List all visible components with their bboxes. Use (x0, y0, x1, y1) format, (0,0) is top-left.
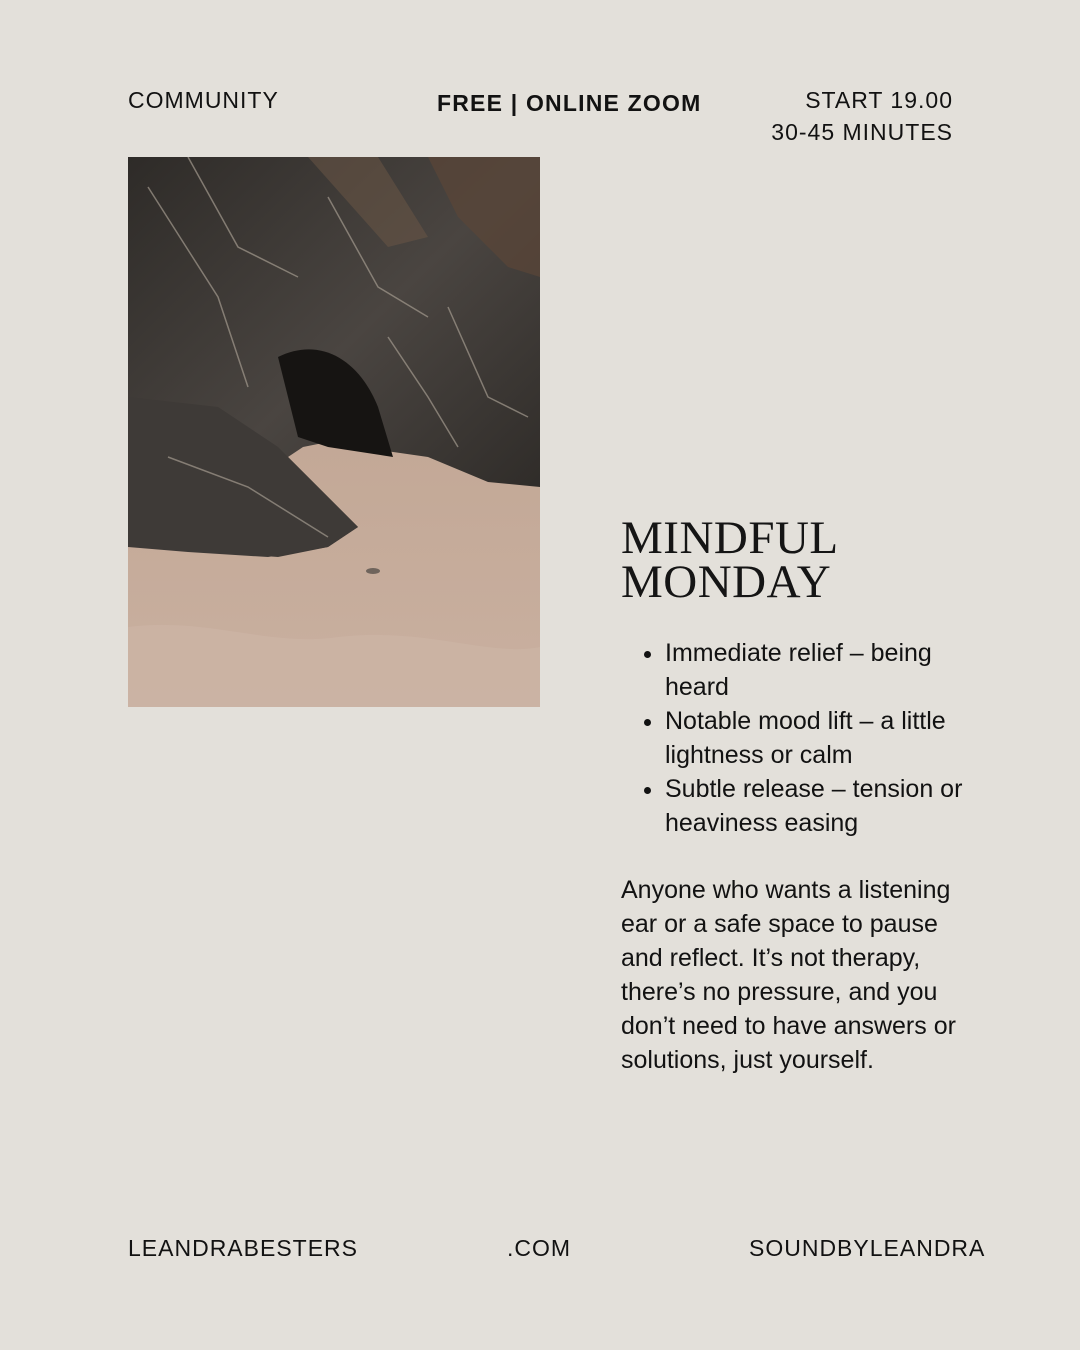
benefits-list (621, 636, 981, 840)
footer-website-name: LEANDRABESTERS (128, 1235, 359, 1261)
footer-domain-suffix: .COM (507, 1235, 572, 1261)
benefit-item: • Immediate relief – being heard (665, 636, 981, 704)
rock-beach-illustration (128, 157, 540, 707)
rock-beach-photo (128, 157, 540, 707)
start-time-label: START 19.00 (805, 87, 953, 113)
event-title-line1: MINDFUL (621, 512, 839, 564)
header-free-online-label: FREE | ONLINE ZOOM (437, 90, 702, 116)
benefit-item: • Subtle release – tension or heaviness easing (665, 772, 981, 840)
event-description: Anyone who wants a listening ear or a safe space to pause and reflect. It’s not therapy, there’s no pressure, and you don’t need to have answers or solutions, just yourself. (621, 876, 956, 1074)
event-title-line2: MONDAY (621, 556, 832, 608)
duration-label: 30-45 MINUTES (771, 119, 953, 145)
footer-social-handle: SOUNDBYLEANDRA (749, 1235, 986, 1261)
benefit-item: • Notable mood lift – a little lightness or calm (665, 704, 981, 772)
header-community-label: COMMUNITY (128, 87, 279, 113)
event-title (621, 512, 839, 608)
pebble (366, 568, 380, 574)
header-schedule (771, 84, 953, 148)
